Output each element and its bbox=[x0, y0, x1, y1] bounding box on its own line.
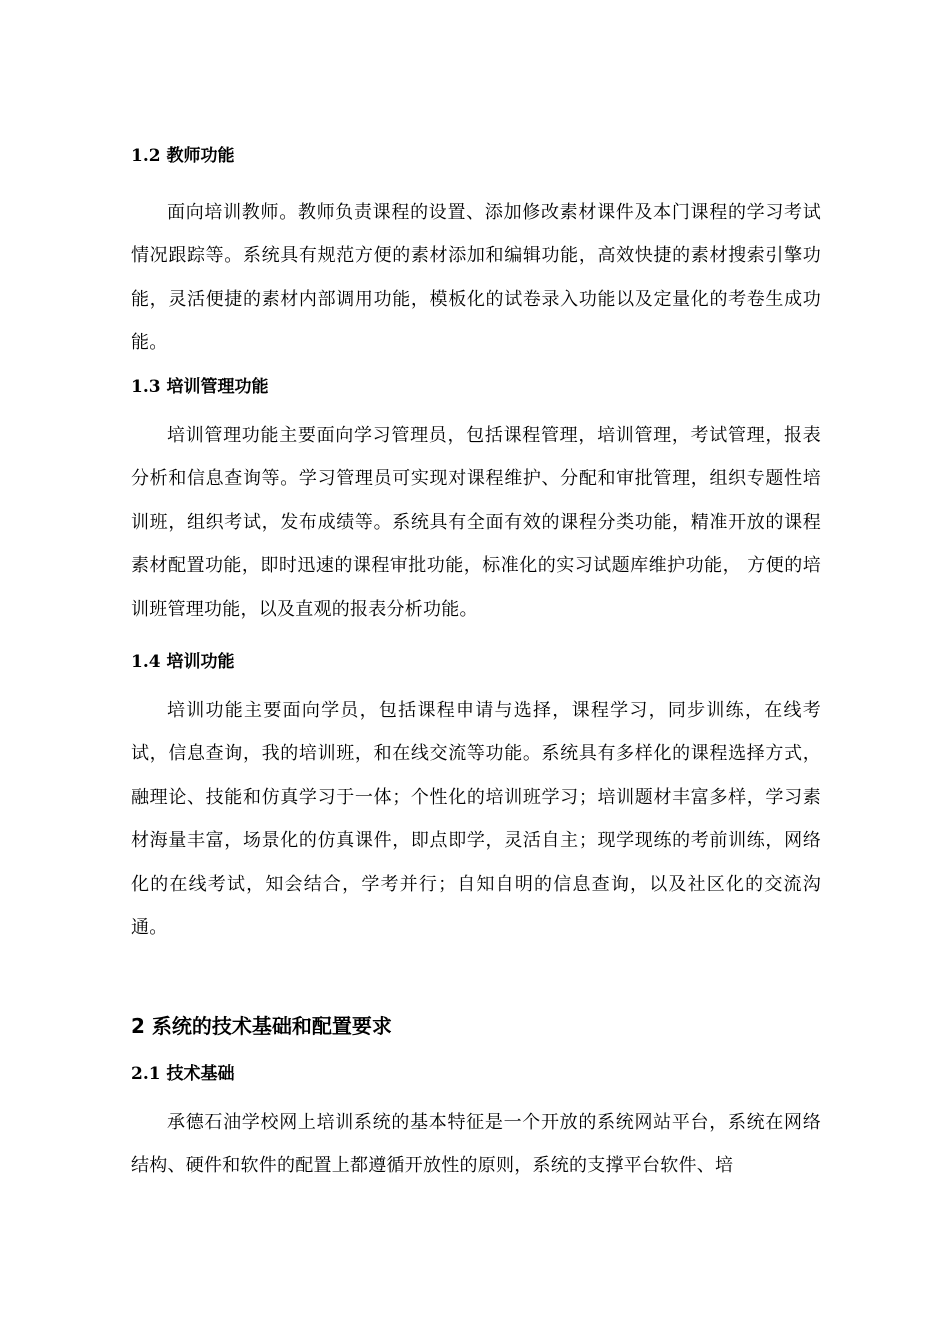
section-heading-1-3: 1.3 培训管理功能 bbox=[131, 377, 269, 397]
section-body-2-1 bbox=[131, 1101, 821, 1188]
section-heading-1-4: 1.4 培训功能 bbox=[131, 652, 235, 672]
chapter-heading-2: 2 系统的技术基础和配置要求 bbox=[131, 1014, 392, 1038]
section-body-1-4 bbox=[131, 689, 821, 949]
section-heading-1-2: 1.2 教师功能 bbox=[131, 146, 235, 166]
paragraph: 面向培训教师。教师负责课程的设置、添加修改素材课件及本门课程的学习考试情况跟踪等。系统具有规范方便的素材添加和编辑功能，高效快捷的素材搜索引擎功能，灵活便捷的素材内部调用功能，模板化的试卷录入功能以及定量化的考卷生成功能。 bbox=[131, 202, 821, 354]
paragraph: 承德石油学校网上培训系统的基本特征是一个开放的系统网站平台，系统在网络结构、硬件和软件的配置上都遵循开放性的原则，系统的支撑平台软件、培 bbox=[131, 1112, 821, 1177]
paragraph: 培训功能主要面向学员，包括课程申请与选择，课程学习，同步训练，在线考试，信息查询，我的培训班，和在线交流等功能。系统具有多样化的课程选择方式，融理论、技能和仿真学习于一体；个性化的培训班学习；培训题材丰富多样，学习素材海量丰富，场景化的仿真课件，即点即学，灵活自主；现学现练的考前训练，网络化的在线考试，知会结合，学考并行；自知自明的信息查询，以及社区化的交流沟通。 bbox=[131, 700, 821, 939]
paragraph: 培训管理功能主要面向学习管理员，包括课程管理，培训管理，考试管理，报表分析和信息查询等。学习管理员可实现对课程维护、分配和审批管理，组织专题性培训班，组织考试，发布成绩等。系统具有全面有效的课程分类功能，精准开放的课程素材配置功能，即时迅速的课程审批功能，标准化的实习试题库维护功能， 方便的培训班管理功能，以及直观的报表分析功能。 bbox=[131, 425, 821, 620]
section-body-1-3 bbox=[131, 414, 821, 631]
section-body-1-2 bbox=[131, 191, 821, 365]
section-heading-2-1: 2.1 技术基础 bbox=[131, 1064, 235, 1084]
